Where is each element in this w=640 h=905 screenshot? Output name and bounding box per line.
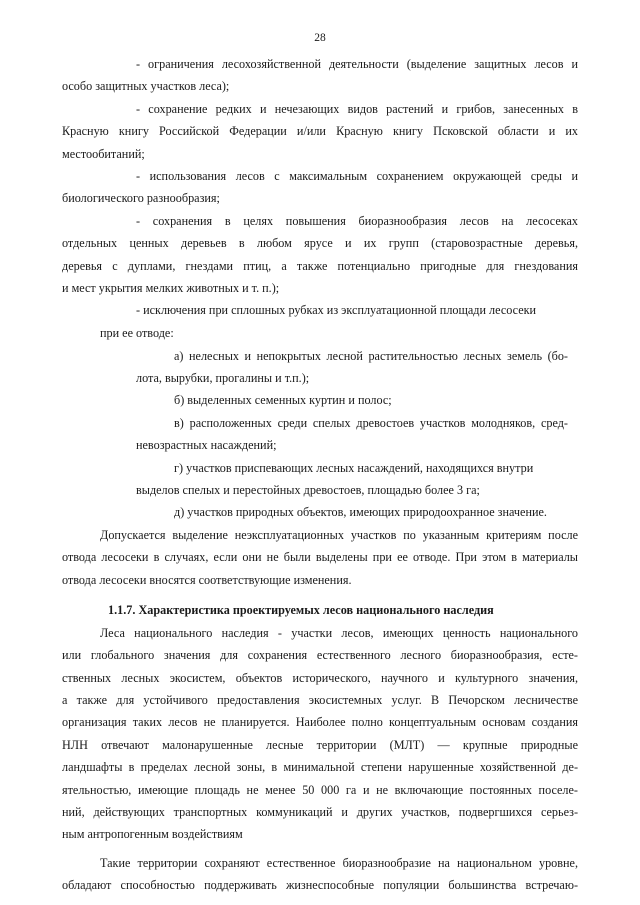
text-line: ным антропогенным воздействиям [62,827,243,841]
text-line: отвода лесосеки в случаях, если они не были выделены при ее отводе. При этом в материалы [62,550,578,564]
section-heading: 1.1.7. Характеристика проектируемых лесов национального наследия [108,603,494,617]
text-line: Красную книгу Российской Федерации и/или Красную книгу Псковской области и их [62,124,578,138]
text-line: ландшафты в пределах лесной зоны, в минимальной степени нарушенные хозяйственной де- [62,760,578,774]
text-line: Такие территории сохраняют естественное биоразнообразие на национальном уровне, [100,856,578,870]
text-line: и мест укрытия мелких животных и т. п.); [62,281,280,295]
text-line: д) участков природных объектов, имеющих природоохранное значение. [174,505,547,519]
text-line: деревья с дуплами, гнездами птиц, а также потенциально пригодные для гнездования [62,259,578,273]
text-line: Леса национального наследия - участки лесов, имеющих ценность национального [100,626,578,640]
text-line: - исключения при сплошных рубках из эксплуатационной площади лесосеки [136,303,537,317]
text-line: а) нелесных и непокрытых лесной растительностью лесных земель (бо- [174,349,568,363]
text-line: в) расположенных среди спелых древостоев участков молодняков, сред- [174,416,568,430]
text-line: или глобального значения для сохранения естественного лесного биоразнообразия, есте- [62,648,578,662]
text-line: организация таких лесов не планируется. Наиболее полно концептуальным основам создания [62,715,578,729]
text-line: местообитаний; [62,147,145,161]
text-line: при ее отводе: [100,326,174,340]
text-line: биологического разнообразия; [62,191,220,205]
text-line: ственных лесных экосистем, объектов исторического, научного и культурного значения, [62,671,578,685]
text-line: выделов спелых и перестойных древостоев, площадью более 3 га; [136,483,480,497]
text-line: отвода лесосеки вносятся соответствующие изменения. [62,573,352,587]
page-number: 28 [314,32,326,44]
text-line: обладают способностью поддерживать жизнеспособные популяции большинства встречаю- [62,878,578,892]
text-line: - ограничения лесохозяйственной деятельности (выделение защитных лесов и [136,57,578,71]
text-line: г) участков приспевающих лесных насаждений, находящихся внутри [174,461,534,475]
text-line: - использования лесов с максимальным сохранением окружающей среды и [136,169,578,183]
text-line: НЛН отвечают малонарушенные лесные территории (МЛТ) — крупные природные [62,738,578,752]
text-line: невозрастных насаждений; [136,438,277,452]
text-line: отдельных ценных деревьев в любом ярусе и их групп (старовозрастные деревья, [62,236,578,250]
text-line: особо защитных участков леса); [62,79,230,93]
text-line: - сохранение редких и нечезающих видов растений и грибов, занесенных в [136,102,578,116]
text-line: а также для устойчивого предоставления экосистемных услуг. В Печорском лесничестве [62,693,578,707]
text-line: лота, вырубки, прогалины и т.п.); [136,371,310,385]
text-line: ний, действующих транспортных коммуникаций и других участков, подвергшихся серьез- [62,805,578,819]
text-line: Допускается выделение неэксплуатационных участков по указанным критериям после [100,528,578,542]
text-line: ятельностью, имеющие площадь не менее 50 000 га и не включающие постоянных поселе- [62,783,578,797]
text-line: б) выделенных семенных куртин и полос; [174,393,392,407]
text-line: - сохранения в целях повышения биоразнообразия лесов на лесосеках [136,214,578,228]
